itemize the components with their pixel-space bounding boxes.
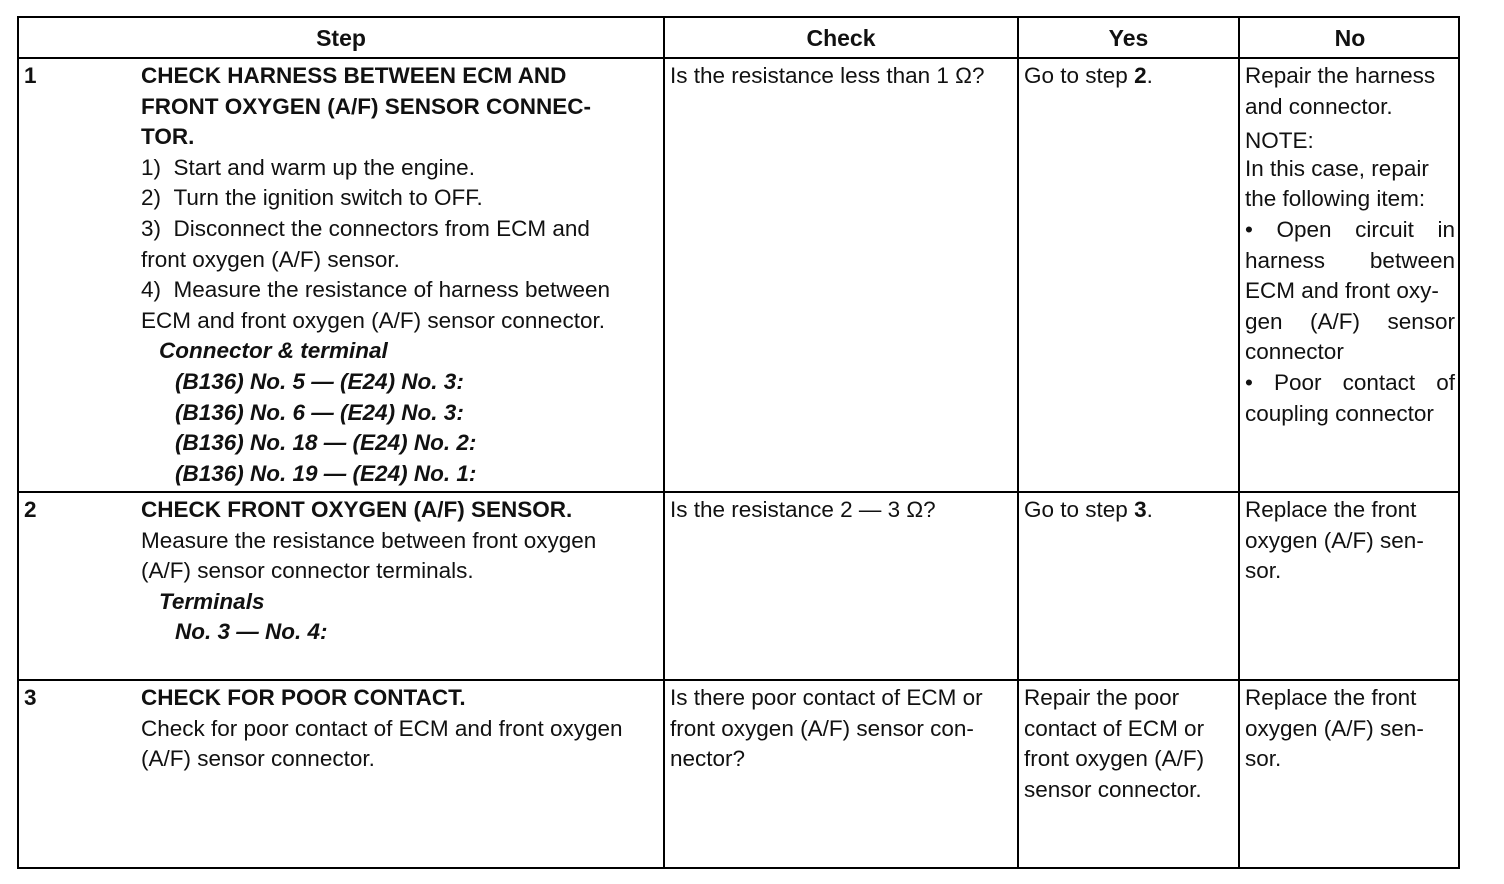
- check-line: Is there poor contact of ECM or: [670, 685, 983, 710]
- check-line: nector?: [670, 746, 746, 772]
- yes-step-ref: 2: [1134, 63, 1147, 88]
- step-instruction: ECM and front oxygen (A/F) sensor connector.: [141, 307, 605, 333]
- step-content: [141, 61, 656, 489]
- no-line: oxygen (A/F) sen-: [1245, 527, 1424, 553]
- check-line: front oxygen (A/F) sensor con-: [670, 715, 974, 741]
- row-divider: [19, 491, 1458, 493]
- header-no: No: [1334, 24, 1366, 51]
- yes-prefix: Go to step: [1024, 497, 1135, 522]
- spec-label: Terminals: [159, 588, 265, 614]
- check-line: Is the resistance less than 1 Ω?: [670, 63, 985, 88]
- step-instruction: (A/F) sensor connector terminals.: [141, 558, 474, 584]
- spec-item: No. 3 — No. 4:: [175, 619, 328, 645]
- column-divider: [663, 18, 665, 867]
- step-title: CHECK FRONT OXYGEN (A/F) SENSOR.: [141, 497, 573, 522]
- yes-prefix: Go to step: [1024, 63, 1135, 88]
- yes-action: [1024, 495, 1236, 526]
- check-question: [670, 61, 1015, 92]
- no-line: Replace the front: [1245, 497, 1417, 522]
- note-line: the following item:: [1245, 186, 1426, 212]
- yes-step-ref: 3: [1134, 497, 1147, 522]
- note-label: NOTE:: [1245, 128, 1314, 154]
- step-title: TOR.: [141, 124, 195, 150]
- yes-action: [1024, 683, 1236, 805]
- yes-line: Repair the poor: [1024, 685, 1180, 710]
- step-instruction: (A/F) sensor connector.: [141, 746, 375, 772]
- step-instruction: 4) Measure the resistance of harness between: [141, 277, 611, 303]
- step-title: FRONT OXYGEN (A/F) SENSOR CONNEC-: [141, 93, 592, 119]
- yes-suffix: .: [1146, 497, 1153, 522]
- bullet-line: ECM and front oxy-: [1245, 278, 1439, 304]
- bullet-line: harness between: [1245, 247, 1455, 273]
- check-line: Is the resistance 2 — 3 Ω?: [670, 497, 936, 522]
- step-instruction: 1) Start and warm up the engine.: [141, 154, 475, 180]
- bullet-line: • Poor contact of: [1245, 369, 1455, 395]
- step-instruction: front oxygen (A/F) sensor.: [141, 246, 400, 272]
- no-action: [1245, 495, 1455, 587]
- no-line: and connector.: [1245, 93, 1393, 119]
- yes-suffix: .: [1146, 63, 1153, 88]
- step-number: 3: [24, 685, 37, 710]
- check-question: [670, 683, 1015, 775]
- no-line: Replace the front: [1245, 685, 1417, 710]
- step-title: CHECK HARNESS BETWEEN ECM AND: [141, 63, 567, 88]
- yes-line: sensor connector.: [1024, 776, 1202, 802]
- row-divider: [19, 679, 1458, 681]
- diagnostic-table: [17, 16, 1460, 869]
- step-title: CHECK FOR POOR CONTACT.: [141, 685, 466, 710]
- spec-label: Connector & terminal: [159, 338, 388, 364]
- check-question: [670, 495, 1015, 526]
- step-instruction: 3) Disconnect the connectors from ECM and: [141, 215, 590, 241]
- no-line: sor.: [1245, 746, 1282, 772]
- no-action: [1245, 61, 1455, 429]
- no-line: sor.: [1245, 558, 1282, 584]
- step-content: [141, 495, 656, 648]
- yes-action: [1024, 61, 1236, 92]
- step-number: 2: [24, 497, 37, 522]
- no-line: Repair the harness: [1245, 63, 1436, 88]
- header-step: Step: [316, 24, 366, 51]
- bullet-line: connector: [1245, 339, 1344, 365]
- spec-item: (B136) No. 19 — (E24) No. 1:: [175, 460, 477, 486]
- step-number: 1: [24, 63, 37, 88]
- step-instruction: Check for poor contact of ECM and front oxygen: [141, 715, 623, 741]
- step-content: [141, 683, 656, 775]
- header-yes: Yes: [1108, 24, 1149, 51]
- note-line: In this case, repair: [1245, 155, 1429, 181]
- spec-item: (B136) No. 5 — (E24) No. 3:: [175, 368, 464, 394]
- yes-line: front oxygen (A/F): [1024, 746, 1205, 772]
- spec-item: (B136) No. 6 — (E24) No. 3:: [175, 399, 464, 425]
- bullet-line: • Open circuit in: [1245, 216, 1455, 242]
- no-line: oxygen (A/F) sen-: [1245, 715, 1424, 741]
- step-instruction: 2) Turn the ignition switch to OFF.: [141, 185, 483, 211]
- spec-item: (B136) No. 18 — (E24) No. 2:: [175, 430, 477, 456]
- step-instruction: Measure the resistance between front oxygen: [141, 527, 597, 553]
- header-check: Check: [806, 24, 876, 51]
- column-divider: [1017, 18, 1019, 867]
- no-action: [1245, 683, 1455, 775]
- bullet-line: coupling connector: [1245, 400, 1434, 426]
- bullet-line: gen (A/F) sensor: [1245, 308, 1455, 334]
- yes-line: contact of ECM or: [1024, 715, 1205, 741]
- column-divider: [1238, 18, 1240, 867]
